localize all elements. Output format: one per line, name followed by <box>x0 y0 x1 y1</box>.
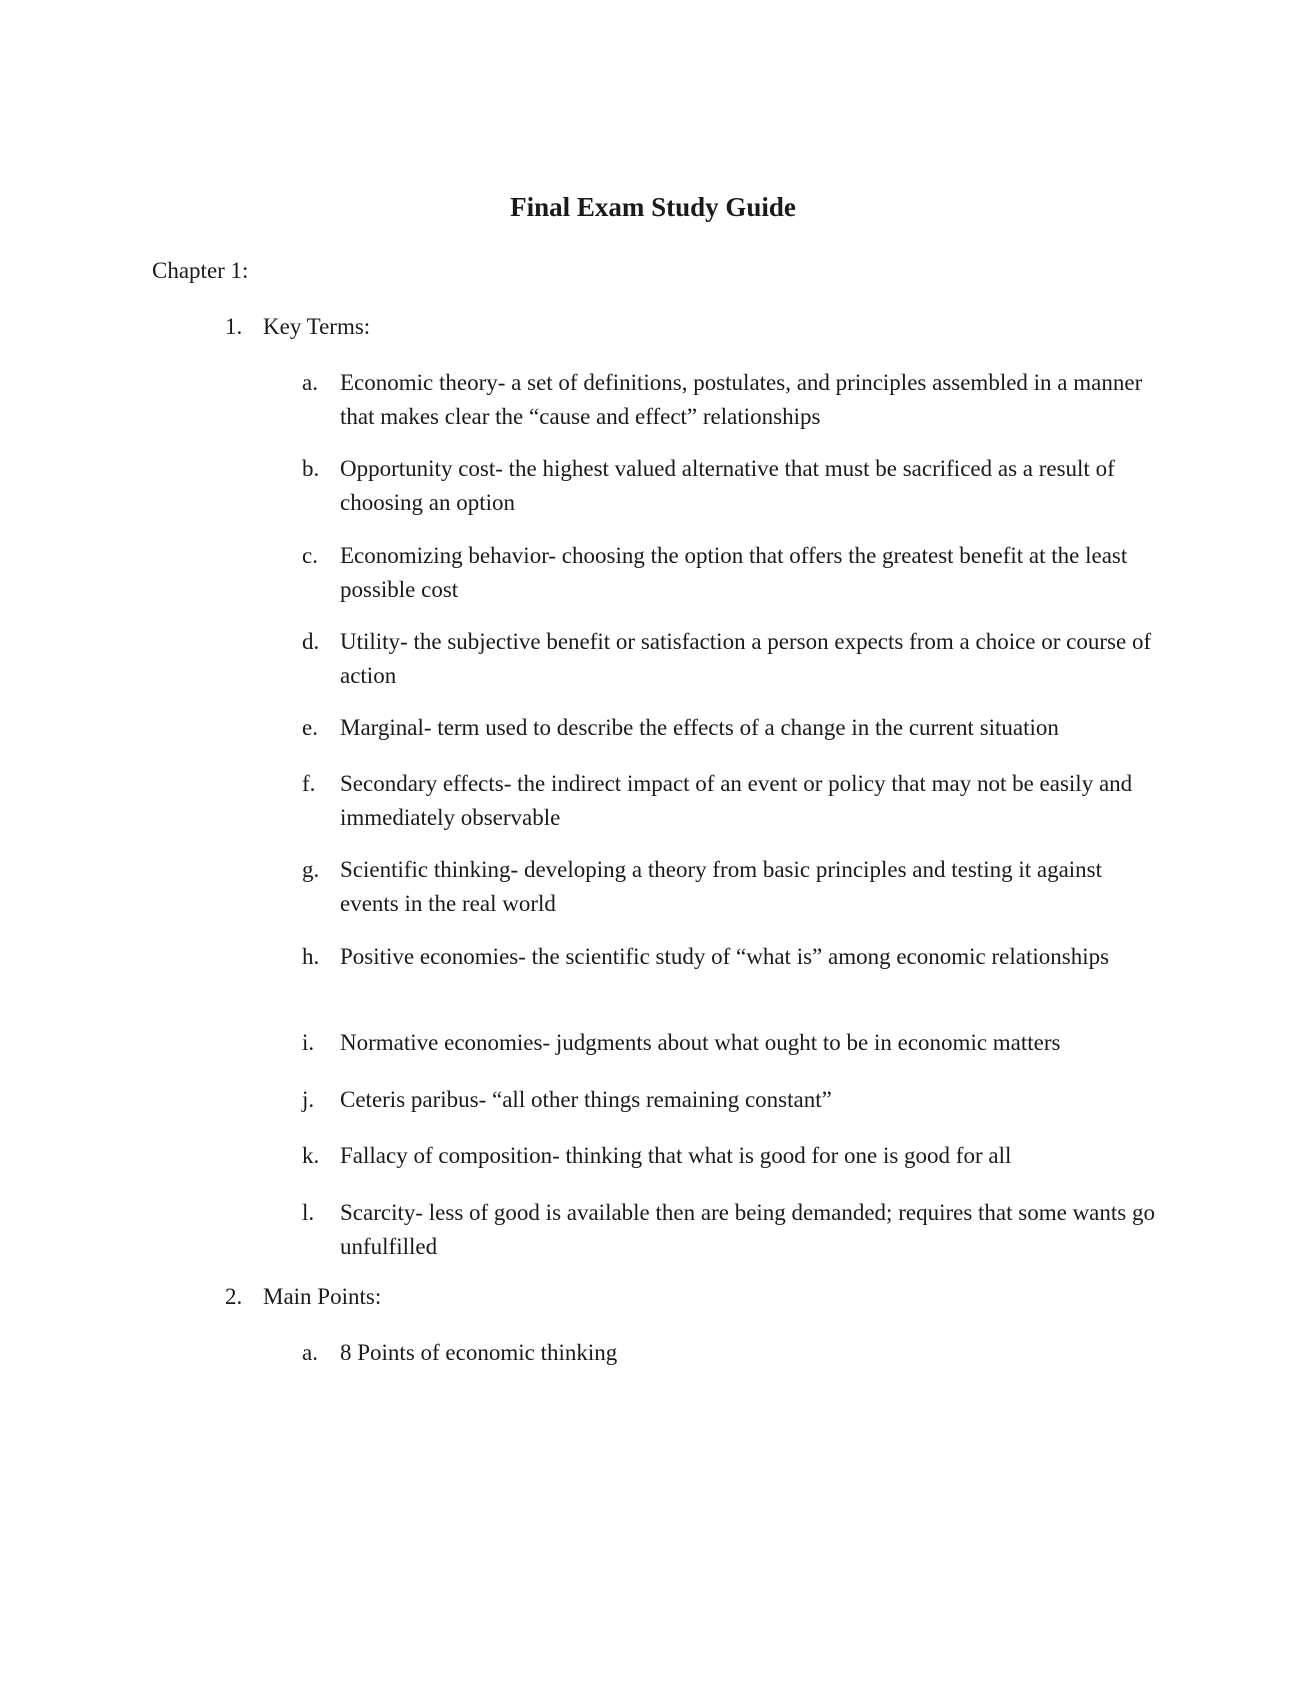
list-item-letter: j. <box>302 1087 315 1112</box>
list-item <box>302 539 1162 607</box>
list-item-text: Scientific thinking- developing a theory from basic principles and testing it against events in the real world <box>340 857 1103 916</box>
list-item-text: Scarcity- less of good is available then are being demanded; requires that some wants go unfulfilled <box>340 1200 1155 1259</box>
list-item-text: Fallacy of composition- thinking that what is good for one is good for all <box>340 1143 1012 1168</box>
list-item-text: Normative economies- judgments about what ought to be in economic matters <box>340 1030 1061 1055</box>
section-heading <box>225 312 1165 342</box>
list-item-text: Secondary effects- the indirect impact of an event or policy that may not be easily and immediately observable <box>340 771 1133 830</box>
list-item-letter: f. <box>302 771 316 796</box>
list-item-text: Positive economies- the scientific study of “what is” among economic relationships <box>340 944 1110 969</box>
list-item-text: Economizing behavior- choosing the option that offers the greatest benefit at the least possible cost <box>340 543 1128 602</box>
list-item-letter: k. <box>302 1143 320 1168</box>
list-item-letter: c. <box>302 543 318 568</box>
list-item <box>302 1196 1162 1264</box>
list-item-letter: l. <box>302 1200 315 1225</box>
section-key-terms <box>225 312 1165 342</box>
list-item-letter: i. <box>302 1030 315 1055</box>
list-item-text: Ceteris paribus- “all other things remaining constant” <box>340 1087 832 1112</box>
list-item <box>302 940 1162 974</box>
section-title: Main Points: <box>263 1284 382 1309</box>
list-item <box>302 625 1162 693</box>
list-item-letter: e. <box>302 715 318 740</box>
list-item <box>302 1083 1162 1117</box>
chapter-heading: Chapter 1: <box>152 258 249 283</box>
document-title: Final Exam Study Guide <box>510 192 796 222</box>
section-number: 1. <box>225 314 243 339</box>
list-item <box>302 767 1162 835</box>
list-item-letter: d. <box>302 629 320 654</box>
list-item-text: Marginal- term used to describe the effects of a change in the current situation <box>340 715 1059 740</box>
list-item <box>302 366 1162 434</box>
list-item-letter: a. <box>302 1340 318 1365</box>
list-item-text: 8 Points of economic thinking <box>340 1340 618 1365</box>
list-item-letter: a. <box>302 370 318 395</box>
list-item-text: Opportunity cost- the highest valued alternative that must be sacrificed as a result of choosing an option <box>340 456 1115 515</box>
list-item-letter: h. <box>302 944 320 969</box>
section-heading <box>225 1282 1165 1312</box>
section-number: 2. <box>225 1284 243 1309</box>
list-item-text: Economic theory- a set of definitions, postulates, and principles assembled in a manner that makes clear the “cause and effect” relationships <box>340 370 1143 429</box>
list-item-text: Utility- the subjective benefit or satisfaction a person expects from a choice or course of action <box>340 629 1152 688</box>
section-title: Key Terms: <box>263 314 371 339</box>
list-item <box>302 711 1162 745</box>
list-item <box>302 452 1162 520</box>
list-item-letter: g. <box>302 857 320 882</box>
section-main-points <box>225 1282 1165 1312</box>
list-item <box>302 1139 1162 1173</box>
list-item <box>302 853 1162 921</box>
list-item-letter: b. <box>302 456 320 481</box>
list-item <box>302 1336 1162 1370</box>
list-item <box>302 1026 1162 1060</box>
